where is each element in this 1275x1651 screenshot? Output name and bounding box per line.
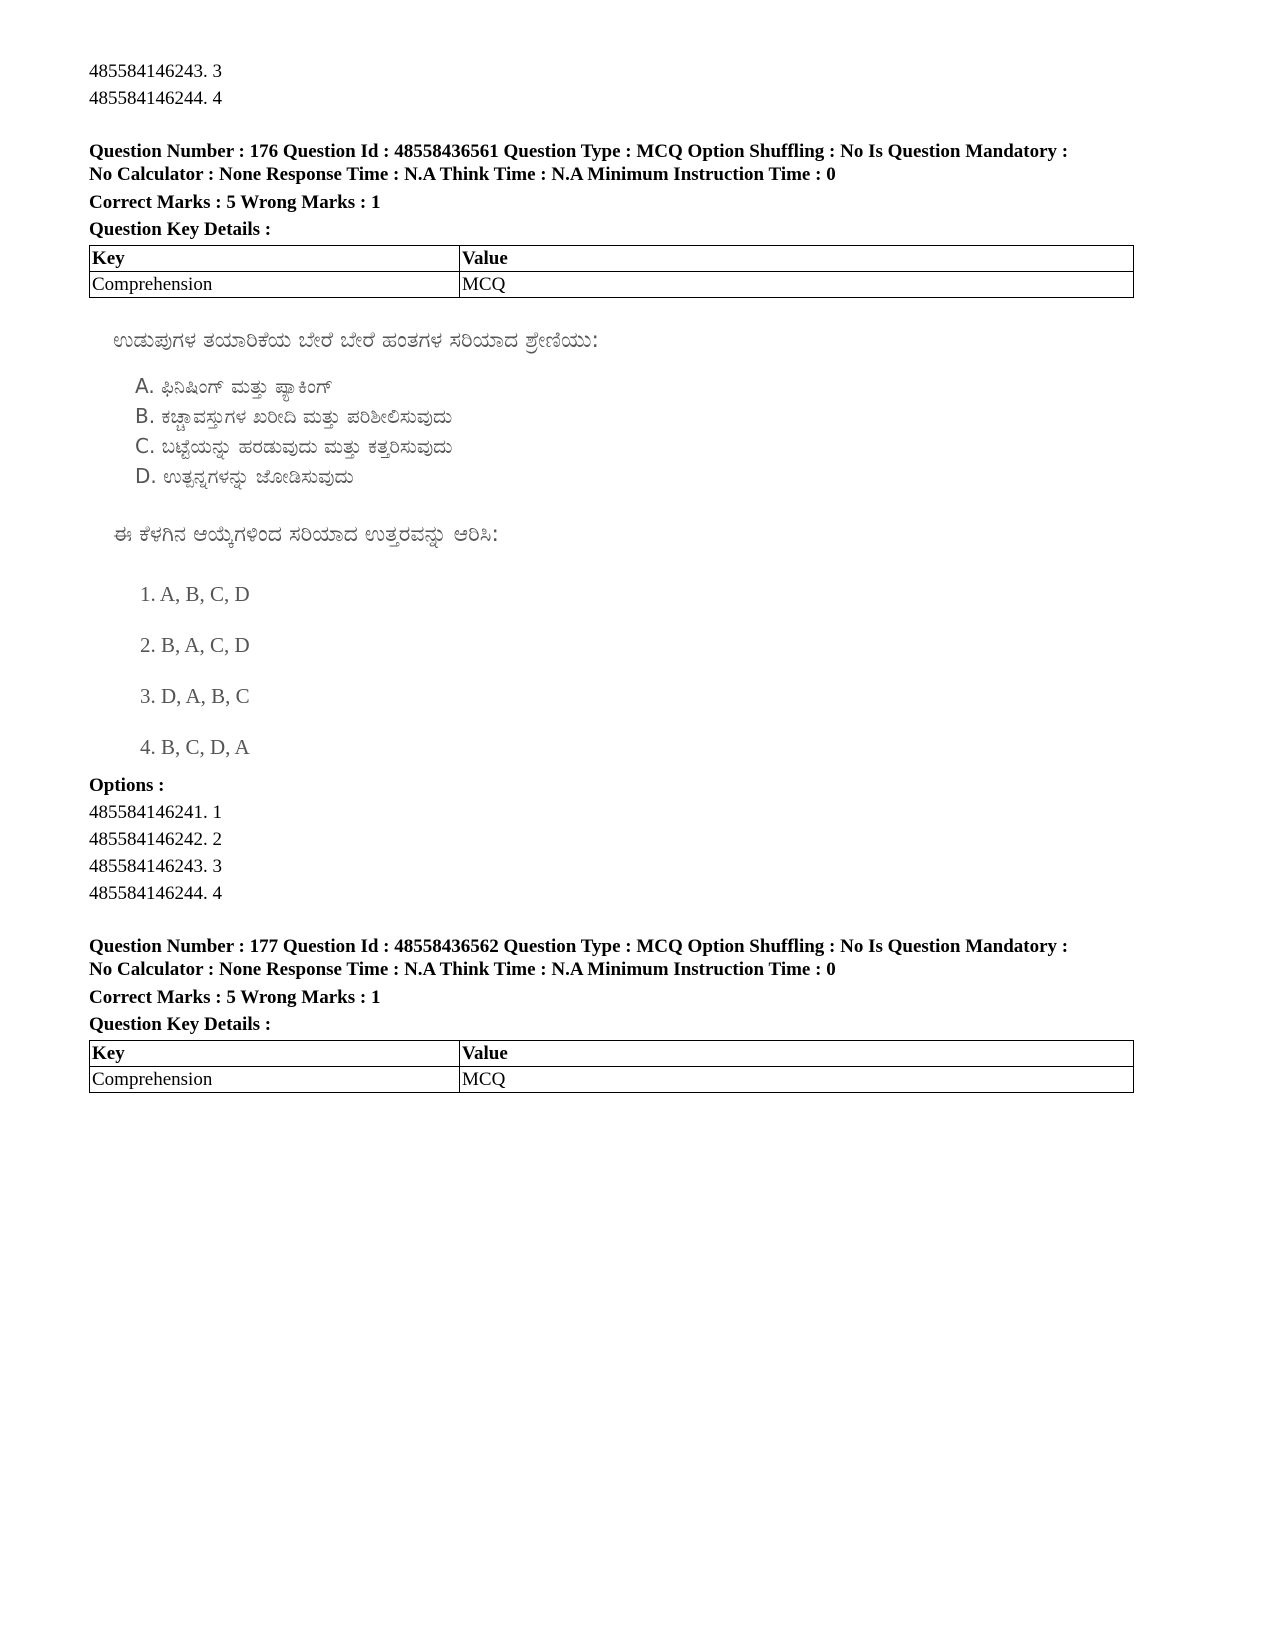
option-line: 485584146241. 1 xyxy=(89,802,222,823)
option-line: 485584146243. 3 xyxy=(89,856,222,877)
choice-1: 1. A, B, C, D xyxy=(140,582,250,606)
question-header-line: No Calculator : None Response Time : N.A Think Time : N.A Minimum Instruction Time : 0 xyxy=(89,164,836,185)
key-details-label: Question Key Details : xyxy=(89,1014,272,1035)
table-header-value: Value xyxy=(460,246,1134,272)
spacer xyxy=(89,112,1134,140)
document-page xyxy=(89,58,1134,1093)
table-header-key: Key xyxy=(90,1041,460,1067)
marks-line: Correct Marks : 5 Wrong Marks : 1 xyxy=(89,987,381,1008)
statement-a: A. ಫಿನಿಷಿಂಗ್ ಮತ್ತು ಪ್ಯಾಕಿಂಗ್ xyxy=(135,374,334,398)
marks-line: Correct Marks : 5 Wrong Marks : 1 xyxy=(89,192,381,213)
choice-3: 3. D, A, B, C xyxy=(140,684,250,708)
table-cell-value: MCQ xyxy=(460,1067,1134,1093)
question-176 xyxy=(89,140,1134,907)
key-details-table xyxy=(89,245,1134,298)
option-line: 485584146244. 4 xyxy=(89,88,222,109)
question-header-line: Question Number : 177 Question Id : 48558436562 Question Type : MCQ Option Shuffling : No Is Question Mandatory : xyxy=(89,936,1069,957)
key-details-label: Question Key Details : xyxy=(89,219,272,240)
option-line: 485584146244. 4 xyxy=(89,883,222,904)
table-cell-key: Comprehension xyxy=(90,272,460,298)
question-instruction: ಈ ಕೆಳಗಿನ ಆಯ್ಕೆಗಳಿಂದ ಸರಿಯಾದ ಉತ್ತರವನ್ನು ಆರಿಸಿ: xyxy=(113,522,499,547)
question-header xyxy=(89,140,1134,186)
statement-b: B. ಕಚ್ಚಾವಸ್ತುಗಳ ಖರೀದಿ ಮತ್ತು ಪರಿಶೀಲಿಸುವುದು xyxy=(135,404,453,428)
statement-c: C. ಬಟ್ಟೆಯನ್ನು ಹರಡುವುದು ಮತ್ತು ಕತ್ತರಿಸುವುದು xyxy=(135,434,453,458)
table-header-value: Value xyxy=(460,1041,1134,1067)
table-header-row xyxy=(90,1041,1134,1067)
key-details-table xyxy=(89,1040,1134,1093)
table-header-key: Key xyxy=(90,246,460,272)
question-header-line: No Calculator : None Response Time : N.A Think Time : N.A Minimum Instruction Time : 0 xyxy=(89,959,836,980)
question-177 xyxy=(89,935,1134,1093)
options-label: Options : xyxy=(89,775,165,796)
table-row xyxy=(90,1067,1134,1093)
question-header-line: Question Number : 176 Question Id : 48558436561 Question Type : MCQ Option Shuffling : No Is Question Mandatory : xyxy=(89,141,1069,162)
option-line: 485584146243. 3 xyxy=(89,61,222,82)
table-row xyxy=(90,272,1134,298)
spacer xyxy=(89,907,1134,935)
option-line: 485584146242. 2 xyxy=(89,829,222,850)
choice-4: 4. B, C, D, A xyxy=(140,735,250,759)
table-cell-value: MCQ xyxy=(460,272,1134,298)
statement-d: D. ಉತ್ಪನ್ನಗಳನ್ನು ಜೋಡಿಸುವುದು xyxy=(135,464,354,488)
choice-2: 2. B, A, C, D xyxy=(140,633,250,657)
table-cell-key: Comprehension xyxy=(90,1067,460,1093)
question-stem: ಉಡುಪುಗಳ ತಯಾರಿಕೆಯ ಬೇರೆ ಬೇರೆ ಹಂತಗಳ ಸರಿಯಾದ ಶ್ರೇಣಿಯು: xyxy=(113,328,599,353)
question-header xyxy=(89,935,1134,981)
question-image xyxy=(103,326,793,766)
table-header-row xyxy=(90,246,1134,272)
